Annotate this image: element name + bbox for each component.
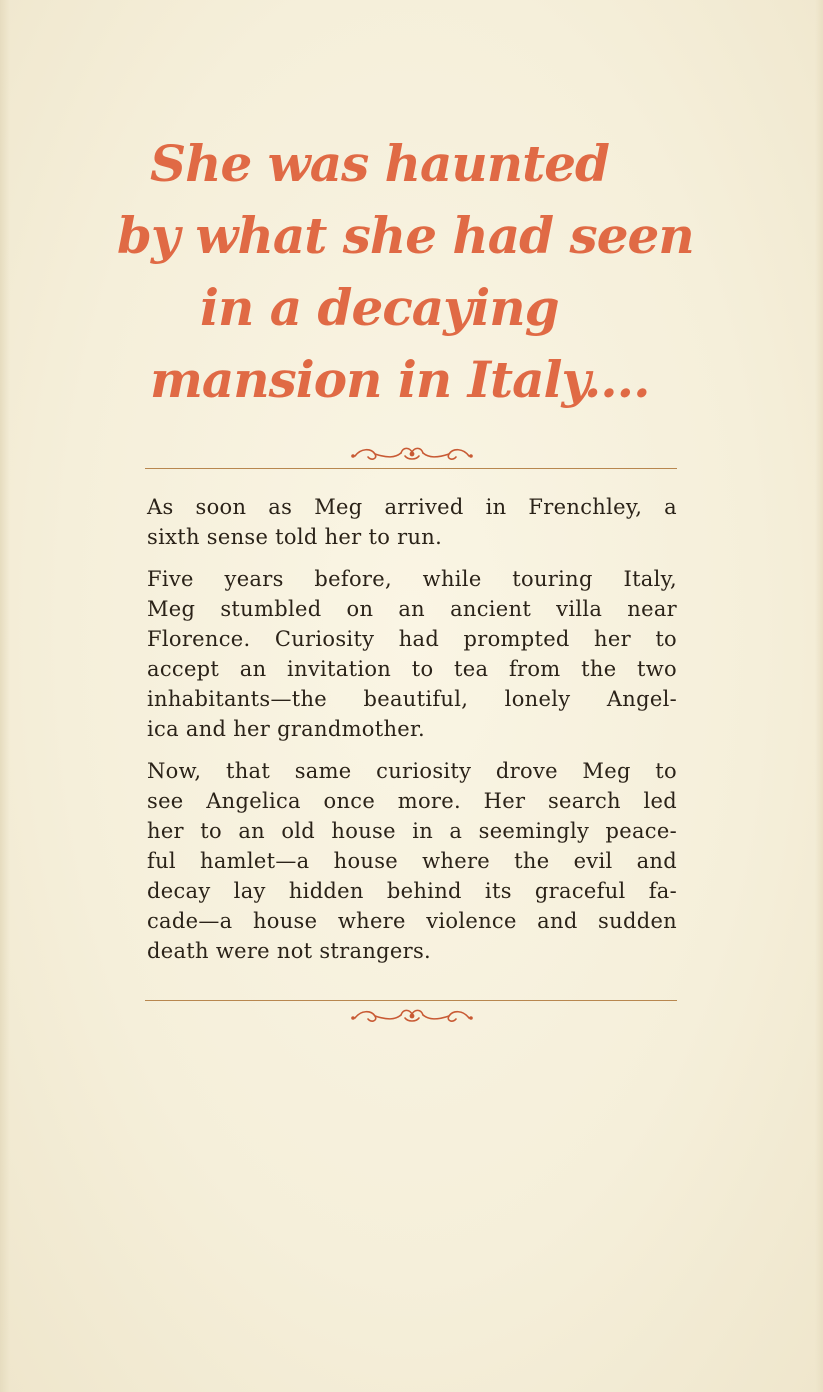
divider-bottom <box>145 1000 677 1001</box>
blurb-paragraph <box>147 756 677 966</box>
blurb-line: decay lay hidden behind its graceful fa- <box>147 879 677 903</box>
blurb-paragraph <box>147 492 677 552</box>
divider-top <box>145 468 677 469</box>
tagline-line: She was haunted <box>150 134 609 193</box>
cover-edge-right <box>815 0 823 1392</box>
blurb <box>147 492 677 978</box>
blurb-line: sixth sense told her to run. <box>147 525 443 549</box>
blurb-line: death were not strangers. <box>147 939 432 963</box>
blurb-line: As soon as Meg arrived in Frenchley, a <box>147 495 677 519</box>
blurb-line: her to an old house in a seemingly peace- <box>147 819 677 843</box>
blurb-line: Five years before, while touring Italy, <box>147 567 677 591</box>
tagline-line: mansion in Italy.... <box>150 350 650 409</box>
tagline-line: in a decaying <box>200 278 559 337</box>
blurb-line: Florence. Curiosity had prompted her to <box>147 627 677 651</box>
cover-edge-left <box>0 0 10 1392</box>
blurb-line: see Angelica once more. Her search led <box>147 789 677 813</box>
blurb-line: ful hamlet—a house where the evil and <box>147 849 677 873</box>
scroll-ornament-icon <box>347 1006 477 1026</box>
tagline-line: by what she had seen <box>117 206 694 265</box>
blurb-line: accept an invitation to tea from the two <box>147 657 677 681</box>
blurb-line: ica and her grandmother. <box>147 717 426 741</box>
blurb-paragraph <box>147 564 677 744</box>
blurb-line: cade—a house where violence and sudden <box>147 909 677 933</box>
blurb-line: Now, that same curiosity drove Meg to <box>147 759 677 783</box>
blurb-line: inhabitants—the beautiful, lonely Angel- <box>147 687 677 711</box>
scroll-ornament-icon <box>347 444 477 464</box>
blurb-line: Meg stumbled on an ancient villa near <box>147 597 677 621</box>
